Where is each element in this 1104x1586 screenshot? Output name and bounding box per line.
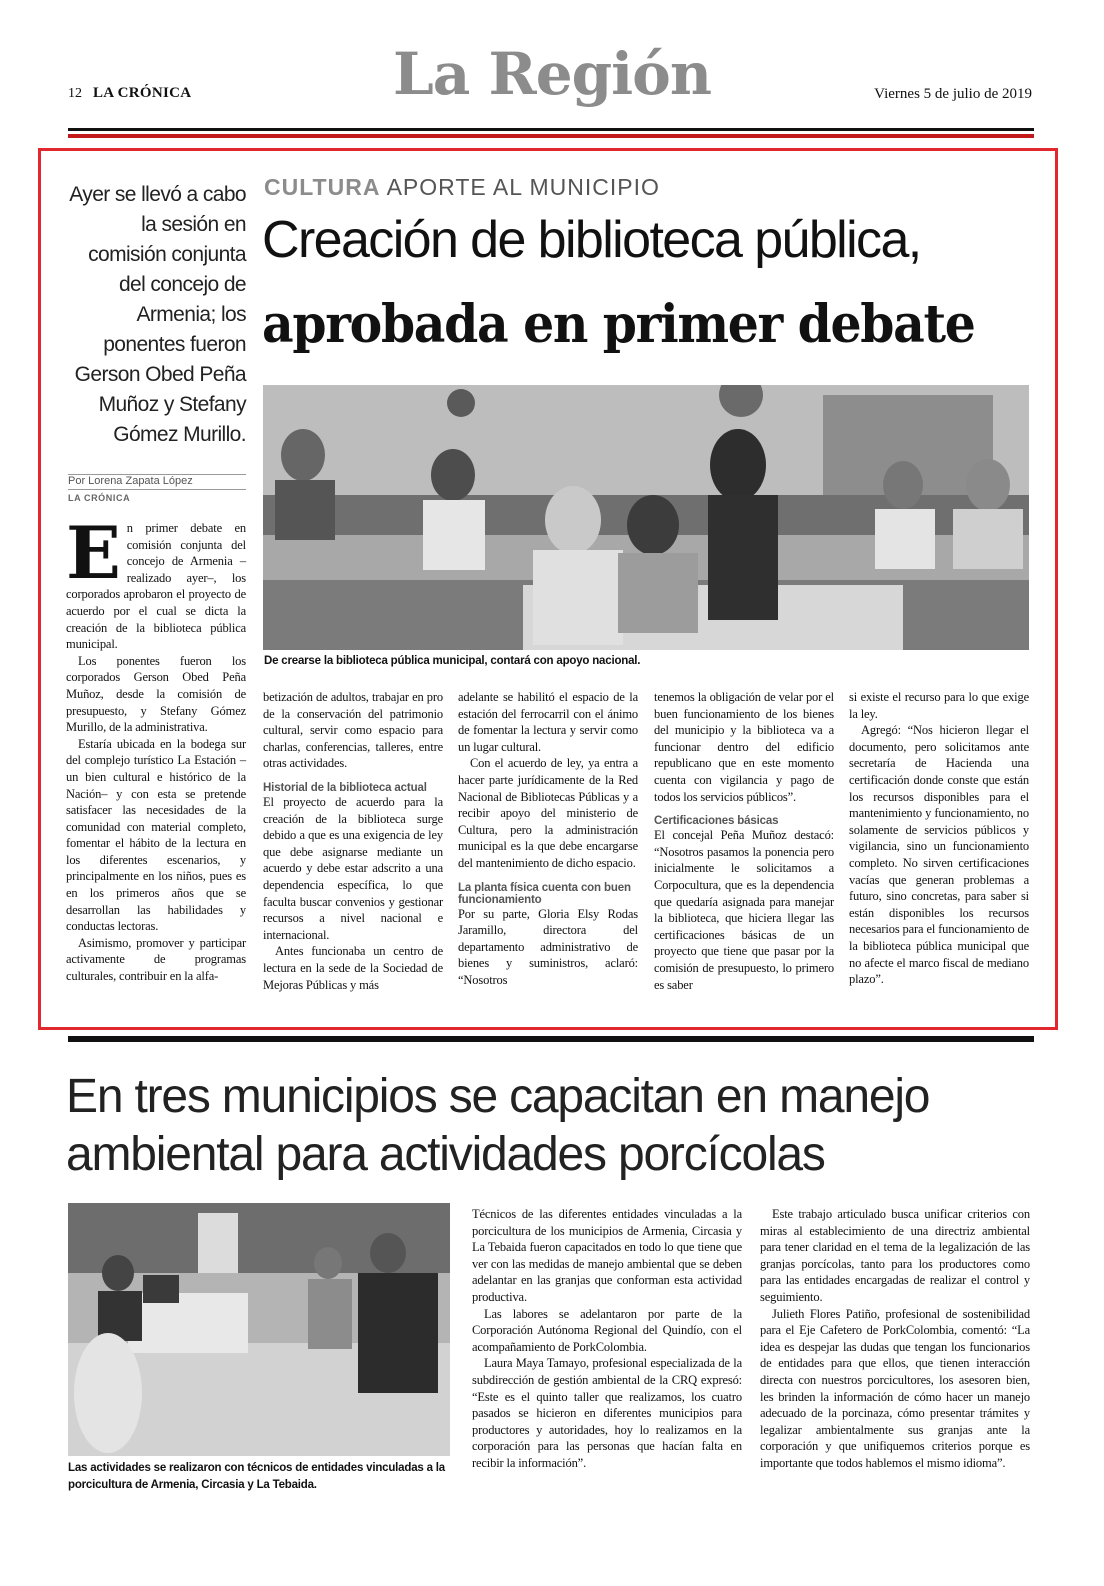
- training-session-photo: [68, 1203, 450, 1456]
- headline-line-1: Creación de biblioteca pública,: [262, 211, 921, 269]
- paragraph: Este trabajo articulado busca unificar criterios con miras al establecimiento de una directriz ambiental para tener claridad en el tema de la legalización de las granjas porcícolas, tanto para los productores como para las entidades encargadas de realizar el control y seguimiento.: [760, 1207, 1030, 1304]
- article-column-3: [458, 689, 638, 989]
- article-column-1: [66, 510, 246, 985]
- article-column-7: [760, 1206, 1030, 1472]
- byline-publication: LA CRÓNICA: [68, 493, 131, 503]
- paragraph: Técnicos de las diferentes entidades vinculadas a la porcicultura de los municipios de Armenia, Circasia y La Tebaida fueron capacitados en todo lo que tiene que ver con las medidas de manejo ambiental que se deben adelantar en las granjas que conforman esta actividad productiva.: [472, 1207, 742, 1304]
- article-column-5: [849, 689, 1029, 988]
- subheading: Historial de la biblioteca actual: [263, 781, 427, 794]
- council-session-image: [263, 385, 1029, 650]
- paragraph: adelante se habilitó el espacio de la estación del ferrocarril con el ánimo de fomentar la lectura y servir como un lugar cultural.: [458, 690, 638, 754]
- article-column-4: [654, 689, 834, 993]
- byline: [68, 474, 246, 503]
- headline-story-2-line-2: ambiental para actividades porcícolas: [66, 1128, 825, 1181]
- paragraph: betización de adultos, trabajar en pro de la conservación del patrimonio cultural, servir como espacio para charlas, conferencias, talleres, entre otras actividades.: [263, 690, 443, 771]
- paragraph: Por su parte, Gloria Elsy Rodas Jaramillo, directora del departamento administrativo de bienes y suministros, aclaró: “Nosotros: [458, 906, 638, 987]
- paragraph: El proyecto de acuerdo para la creación de la biblioteca surge debido a que es una exigencia de ley que debe asignarse mediante un acuerdo y debe estar adscrito a una dependencia específica, lo que faculta buscar convenios y gestionar recursos a nivel nacional e internacional.: [263, 794, 443, 942]
- headline-story-2-line-1: En tres municipios se capacitan en manejo: [66, 1070, 930, 1123]
- newspaper-name: LA CRÓNICA: [93, 85, 192, 101]
- story-deck: Ayer se llevó a cabo la sesión en comisión conjunta del concejo de Armenia; los ponentes fueron Gerson Obed Peña Muñoz y Stefany Gómez Murillo.: [69, 183, 246, 446]
- header-rule-black: [68, 128, 1034, 131]
- section-title: La Región: [392, 40, 712, 108]
- subheading: La planta física cuenta con buen funcionamiento: [458, 881, 631, 906]
- drop-cap: E: [66, 510, 121, 595]
- photo-caption: Las actividades se realizaron con técnicos de entidades vinculadas a la porcicultura de Armenia, Circasia y La Tebaida.: [68, 1462, 445, 1491]
- paragraph: Con el acuerdo de ley, ya entra a hacer parte jurídicamente de la Red Nacional de Bibliotecas Públicas y a recibir apoyo del ministerio de Cultura, pero la administración municipal es la que debe encargarse del mantenimiento de dicho espacio.: [458, 756, 638, 870]
- paragraph: tenemos la obligación de velar por el buen funcionamiento de los bienes del municipio y la biblioteca va a funcionar dentro del edificio republicano que en este momento cuenta con vigilancia y pago de todos los servicios públicos”.: [654, 690, 834, 804]
- paragraph: Julieth Flores Patiño, profesional de sostenibilidad para el Eje Cafetero de PorkColombia, comentó: “La idea es despejar las dudas que tengan los funcionarios de entidades para que ellos, que tienen interacción directa con nuestros porcicultores, los asesoren bien, les brinden la información de cómo hacer un manejo adecuado de la porcinaza, cómo presentar trámites y legalizar ambientalmente sus granjas ante la corporación y que unifiquemos criterios porque es importante que todos hablemos el mismo idioma”.: [760, 1306, 1030, 1470]
- paragraph: n primer debate en comisión conjunta del concejo de Armenia –realizado ayer–, los corporados aprobaron el proyecto de acuerdo por el cual se dicta la creación de la biblioteca pública municipal.: [66, 521, 246, 652]
- byline-author: Por Lorena Zapata López: [68, 475, 246, 490]
- council-session-photo: [263, 385, 1029, 650]
- training-session-image: [68, 1203, 450, 1456]
- kicker-tag: CULTURA: [264, 174, 381, 200]
- paragraph: Asimismo, promover y participar activamente de programas culturales, contribuir en la alfa-: [66, 935, 246, 984]
- kicker: [264, 174, 660, 201]
- paragraph: Los ponentes fueron los corporados Gerson Obed Peña Muñoz, desde la comisión de presupuesto, y Stefany Gómez Murillo, de la administrativa.: [66, 653, 246, 735]
- paragraph: Agregó: “Nos hicieron llegar el documento, pero solicitamos ante secretaría de Hacienda una certificación donde conste que están los recursos disponibles para el mantenimiento y funcionamiento, no solamente de servicios públicos y vigilancia, sino un funcionamiento completo. No sirven certificaciones vacías que generan problemas a futuro, sino concretas, para saber si están disponibles los recursos necesarios para el funcionamiento de la biblioteca pública municipal que no afecte el marco fiscal de mediano plazo”.: [849, 723, 1029, 987]
- paragraph: Laura Maya Tamayo, profesional especializada de la subdirección de gestión ambiental de la CRQ expresó: “Este es el quinto taller que realizamos, los cuatro pasados se hicieron en diferentes municipios para productores y autoridades, hoy lo realizamos en la corporación para las personas que hacían falta en recibir la información”.: [472, 1356, 742, 1470]
- header-rule-red: [68, 134, 1034, 138]
- story-divider: [68, 1036, 1034, 1042]
- page-number: 12: [68, 86, 82, 101]
- issue-date: Viernes 5 de julio de 2019: [874, 86, 1032, 102]
- subheading: Certificaciones básicas: [654, 815, 779, 828]
- headline-story-2: [66, 1068, 1046, 1184]
- article-column-2: [263, 689, 443, 993]
- paragraph: Las labores se adelantaron por parte de la Corporación Autónoma Regional del Quindío, con el acompañamiento de PorkColombia.: [472, 1306, 742, 1354]
- paragraph: si existe el recurso para lo que exige la ley.: [849, 690, 1029, 721]
- paragraph: El concejal Peña Muñoz destacó: “Nosotros pasamos la ponencia pero inicialmente le solicitamos a Corpocultura, que es la dependencia que quedaría asignada para manejar la biblioteca, que hiciera llegar las certificaciones básicas de un proyecto que tiene que pasar por la comisión de presupuesto, lo primero es saber: [654, 828, 834, 992]
- photo-caption: De crearse la biblioteca pública municipal, contará con apoyo nacional.: [264, 655, 641, 667]
- paragraph: Estaría ubicada en la bodega sur del complejo turístico La Estación –un bien cultural e histórico de la Nación– y con esta se pretende satisfacer las necesidades de la comunidad con material completo, fomentar el hábito de la lectura en los diferentes escenarios, y principalmente en los niños, pues es en los primeros años que se desarrollan las habilidades y conductas lectoras.: [66, 736, 246, 934]
- article-column-6: [472, 1206, 742, 1472]
- paragraph: Antes funcionaba un centro de lectura en la sede de la Sociedad de Mejoras Públicas y más: [263, 944, 443, 992]
- kicker-subtitle: APORTE AL MUNICIPIO: [386, 174, 660, 200]
- headline-line-2: aprobada en primer debate: [262, 294, 975, 355]
